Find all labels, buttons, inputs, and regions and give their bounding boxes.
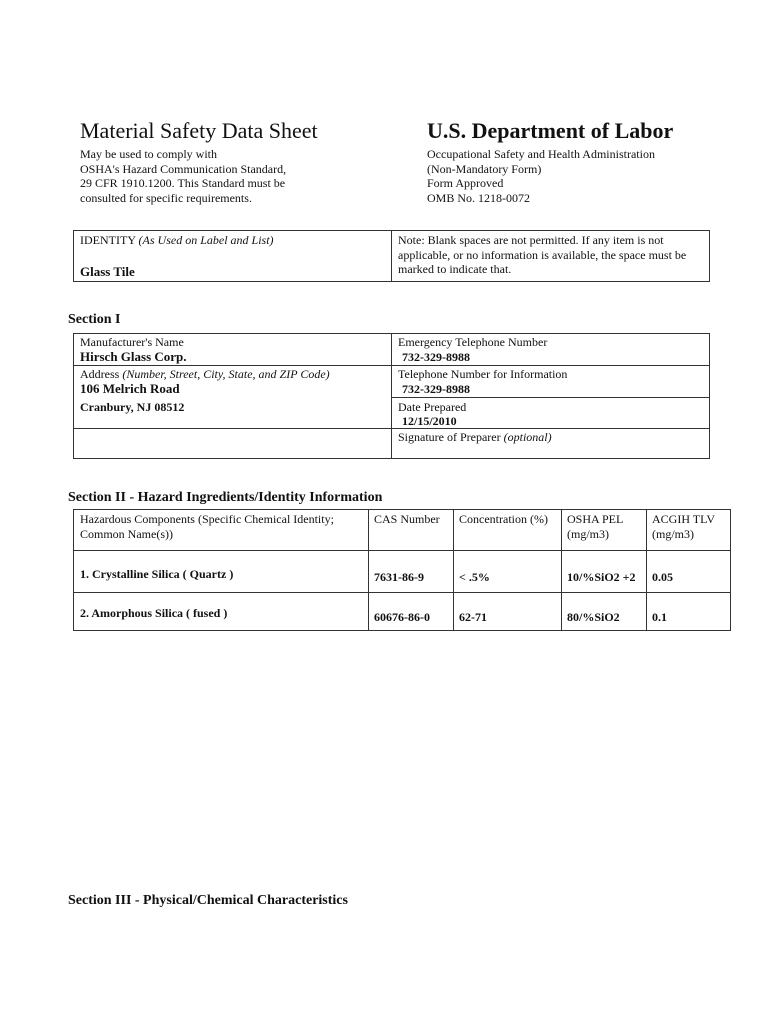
table-cell-osha-pel: 10/%SiO2 +2	[567, 570, 636, 584]
section-2-col-divider	[368, 509, 369, 631]
identity-label: IDENTITY (As Used on Label and List)	[80, 233, 274, 247]
table-cell-concentration: 62-71	[459, 610, 487, 624]
section-2-col-divider	[561, 509, 562, 631]
emergency-phone-value[interactable]: 732-329-8988	[402, 350, 470, 364]
date-prepared-label: Date Prepared	[398, 400, 467, 414]
signature-label: Signature of Preparer (optional)	[398, 430, 552, 444]
section-2-rule	[73, 592, 731, 593]
col-header-osha-pel: OSHA PEL (mg/m3)	[567, 512, 624, 541]
address-line-2[interactable]: Cranbury, NJ 08512	[80, 400, 185, 414]
document-title: Material Safety Data Sheet	[80, 118, 318, 143]
col-header-concentration: Concentration (%)	[459, 512, 548, 526]
agency-details: Occupational Safety and Health Administration (Non-Mandatory Form) Form Approved OMB No. 1218-0072	[427, 147, 655, 205]
manufacturer-label: Manufacturer's Name	[80, 335, 184, 349]
date-prepared-value[interactable]: 12/15/2010	[402, 414, 457, 428]
table-cell-acgih-tlv: 0.05	[652, 570, 673, 584]
address-line-1[interactable]: 106 Melrich Road	[80, 381, 180, 396]
blank-spaces-note: Note: Blank spaces are not permitted. If any item is not applicable, or no information is available, the space must be marked to indicate that.	[398, 233, 687, 276]
table-cell-component: 2. Amorphous Silica ( fused )	[80, 606, 228, 620]
section-2-col-divider	[453, 509, 454, 631]
address-label: Address (Number, Street, City, State, and ZIP Code)	[80, 367, 330, 381]
identity-value[interactable]: Glass Tile	[80, 264, 135, 279]
table-cell-component: 1. Crystalline Silica ( Quartz )	[80, 567, 234, 581]
table-cell-acgih-tlv: 0.1	[652, 610, 667, 624]
section-2-rule	[73, 550, 731, 551]
identity-divider	[391, 230, 392, 282]
table-cell-osha-pel: 80/%SiO2	[567, 610, 620, 624]
manufacturer-value[interactable]: Hirsch Glass Corp.	[80, 349, 187, 364]
document-subtitle: May be used to comply with OSHA's Hazard Communication Standard, 29 CFR 1910.1200. This Standard must be consulted for specific requirements.	[80, 147, 287, 205]
section-1-rule	[73, 428, 710, 429]
section-2-col-divider	[646, 509, 647, 631]
table-cell-cas: 7631-86-9	[374, 570, 424, 584]
agency-title: U.S. Department of Labor	[427, 118, 674, 143]
section-2-heading: Section II - Hazard Ingredients/Identity Information	[68, 490, 383, 505]
section-1-heading: Section I	[68, 312, 121, 327]
col-header-acgih-tlv: ACGIH TLV (mg/m3)	[652, 512, 716, 541]
section-1-rule	[73, 365, 710, 366]
emergency-phone-label: Emergency Telephone Number	[398, 335, 548, 349]
col-header-components: Hazardous Components (Specific Chemical Identity; Common Name(s))	[80, 512, 334, 541]
section-1-rule	[391, 397, 710, 398]
table-cell-concentration: < .5%	[459, 570, 490, 584]
table-cell-cas: 60676-86-0	[374, 610, 430, 624]
col-header-cas: CAS Number	[374, 512, 440, 526]
info-phone-label: Telephone Number for Information	[398, 367, 568, 381]
section-1-divider	[391, 333, 392, 459]
info-phone-value[interactable]: 732-329-8988	[402, 382, 470, 396]
section-3-heading: Section III - Physical/Chemical Characteristics	[68, 893, 348, 908]
